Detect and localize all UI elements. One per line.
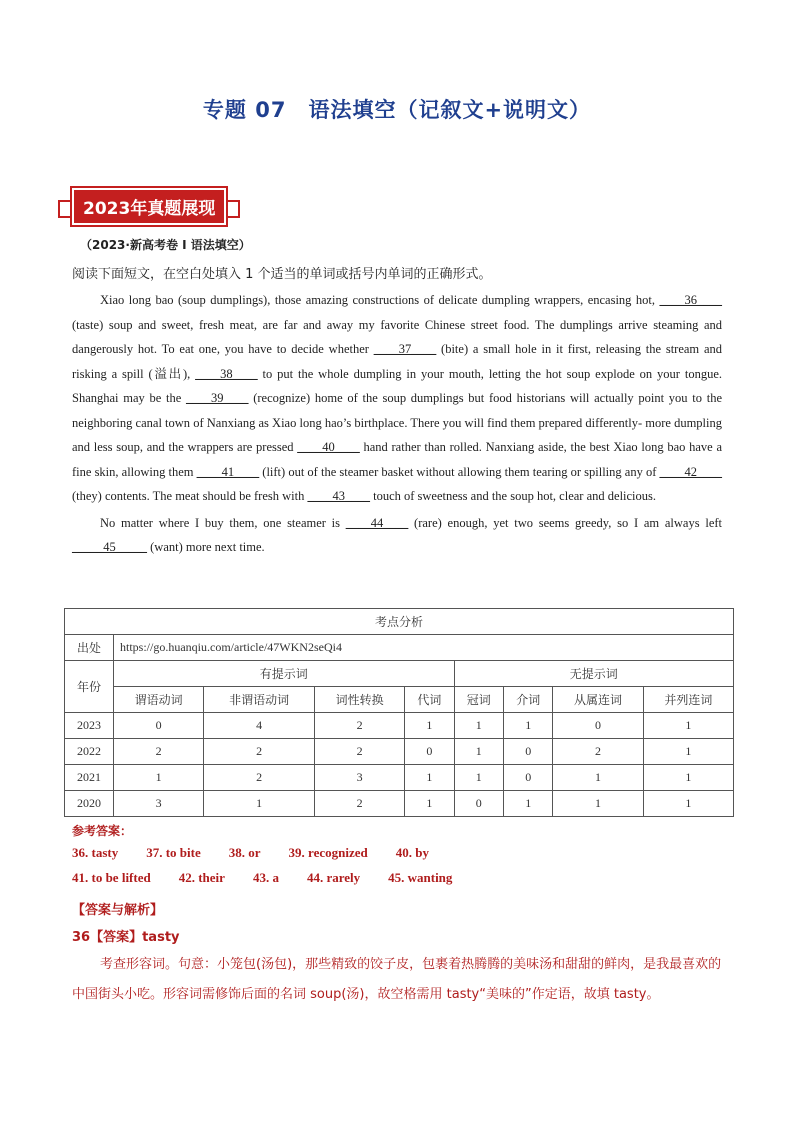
- answers-section: [72, 822, 480, 945]
- table-row: [65, 791, 734, 817]
- group-without-hints: 无提示词: [454, 661, 733, 687]
- table-cell: 2: [314, 713, 404, 739]
- source-label: 出处: [65, 635, 114, 661]
- passage-text: (rare) enough, yet two seems greedy, so I am always left: [408, 515, 722, 530]
- table-cell: 2: [314, 739, 404, 765]
- passage-text: (want) more next time.: [147, 540, 265, 554]
- passage-text: Xiao long bao (soup dumplings), those amazing constructions of delicate dumpling wrappers, encasing hot,: [100, 293, 656, 307]
- table-cell: 3: [314, 765, 404, 791]
- table-row: [65, 739, 734, 765]
- passage-text: to put the whole dumpling in your mouth, letting the hot soup explode on your tongue. Shanghai may be the: [72, 366, 722, 405]
- table-cell: 1: [643, 713, 733, 739]
- table-cell: 0: [405, 739, 454, 765]
- answer-item: 37. to bite: [146, 845, 201, 860]
- blank-39: ____39____: [186, 391, 249, 405]
- answer-item: 45. wanting: [388, 870, 453, 885]
- blank-45: _____45_____: [72, 540, 147, 554]
- blank-36: ____36____: [659, 293, 722, 307]
- table-row: [65, 765, 734, 791]
- table-cell: 1: [643, 739, 733, 765]
- passage-text: (taste) soup and sweet, fresh meat, are far and away my favorite Chinese street food. The dumplings arrive steaming and dangerously hot. To eat one, you have to decide whether: [72, 317, 722, 356]
- table-caption: 考点分析: [65, 609, 734, 635]
- group-with-hints: 有提示词: [114, 661, 455, 687]
- answer-item: 44. rarely: [306, 870, 361, 885]
- table-cell: 1: [553, 765, 643, 791]
- column-header: 冠词: [454, 687, 503, 713]
- table-cell: 1: [114, 765, 204, 791]
- answers-row-1: [72, 845, 480, 870]
- table-cell: 1: [405, 765, 454, 791]
- blank-42: ____42____: [659, 464, 722, 479]
- table-row: [65, 713, 734, 739]
- passage-text: (they) contents. The meat should be fresh with: [72, 489, 308, 503]
- badge-left-ornament: [58, 200, 72, 218]
- table-cell: 0: [504, 739, 553, 765]
- source-url[interactable]: https://go.huanqiu.com/article/47WKN2seQi4: [114, 635, 734, 661]
- passage-paragraph-2: [72, 511, 722, 560]
- instruction: 阅读下面短文，在空白处填入 1 个适当的单词或括号内单词的正确形式。: [72, 267, 492, 282]
- column-header: 词性转换: [314, 687, 404, 713]
- answer-item: 36. tasty: [72, 845, 119, 860]
- column-header: 并列连词: [643, 687, 733, 713]
- analysis-heading: 【答案与解析】: [72, 903, 164, 918]
- table-cell: 0: [114, 713, 204, 739]
- table-cell: 1: [643, 791, 733, 817]
- table-cell: 2: [204, 765, 315, 791]
- table-cell: 1: [454, 765, 503, 791]
- column-header: 代词: [405, 687, 454, 713]
- table-cell: 2: [114, 739, 204, 765]
- answer-item: 42. their: [178, 870, 225, 885]
- table-cell: 0: [553, 713, 643, 739]
- answer-item: 43. a: [252, 870, 279, 885]
- table-cell: 1: [553, 791, 643, 817]
- passage-paragraph-1: [72, 288, 722, 509]
- column-header: 从属连词: [553, 687, 643, 713]
- table-cell: 1: [204, 791, 315, 817]
- answer-item: 40. by: [395, 845, 429, 860]
- blank-37: ____37____: [373, 342, 437, 356]
- answer-item: 39. recognized: [288, 845, 368, 860]
- table-cell: 2: [204, 739, 315, 765]
- explanation-36: 考查形容词。句意：小笼包(汤包)，那些精致的饺子皮，包裹着热腾腾的美味汤和甜甜的鲜肉，是我最喜欢的中国街头小吃。形容词需修饰后面的名词 soup(汤)，故空格需用 tasty“美味的”作定语，故填 tasty。: [72, 957, 722, 1002]
- table-cell: 3: [114, 791, 204, 817]
- table-cell: 4: [204, 713, 315, 739]
- passage-text: (recognize) home of the soup dumplings but food historians will actually point you to the neighboring canal town of Nanxiang as Xiao long hao’s birthplace. There you will find them prepared differently- more dumpling and less soup, and the wrappers are pressed: [72, 391, 722, 454]
- table-cell: 0: [504, 765, 553, 791]
- answer-item: 38. or: [228, 845, 261, 860]
- blank-43: ____43____: [307, 489, 370, 503]
- table-cell: 1: [454, 739, 503, 765]
- answers-row-2: [72, 870, 480, 895]
- table-cell: 2: [314, 791, 404, 817]
- year-cell: 2020: [65, 791, 114, 817]
- answers-heading: 参考答案：: [72, 824, 133, 838]
- analysis-table: [64, 608, 734, 817]
- passage-text: (lift) out of the steamer basket without allowing them tearing or spilling any of: [259, 464, 660, 479]
- passage-text: (bite) a small hole in it first, releasing the stream and risking a spill (溢出),: [72, 342, 723, 381]
- passage: [72, 288, 722, 560]
- badge-label: 2023年真题展现: [72, 188, 226, 225]
- table-cell: 0: [454, 791, 503, 817]
- column-header: 介词: [504, 687, 553, 713]
- table-cell: 1: [504, 713, 553, 739]
- table-cell: 1: [454, 713, 503, 739]
- table-cell: 1: [504, 791, 553, 817]
- exam-source: （2023·新高考卷 I 语法填空）: [80, 238, 251, 252]
- blank-38: ____38____: [195, 366, 258, 381]
- table-cell: 1: [643, 765, 733, 791]
- table-cell: 2: [553, 739, 643, 765]
- blank-44: ____44____: [345, 515, 409, 530]
- column-header: 非谓语动词: [204, 687, 315, 713]
- table-cell: 1: [405, 791, 454, 817]
- year-cell: 2023: [65, 713, 114, 739]
- passage-text: hand rather than rolled. Nanxiang aside, the best Xiao long bao have a fine skin, allowing them: [72, 440, 722, 479]
- column-header: 谓语动词: [114, 687, 204, 713]
- table-cell: 1: [405, 713, 454, 739]
- answer-36-heading: 36【答案】tasty: [72, 930, 180, 945]
- year-cell: 2021: [65, 765, 114, 791]
- page-title: 专题 07 语法填空（记叙文+说明文）: [202, 98, 592, 122]
- badge-right-ornament: [226, 200, 240, 218]
- year-cell: 2022: [65, 739, 114, 765]
- passage-text: touch of sweetness and the soup hot, clear and delicious.: [369, 489, 657, 503]
- blank-41: ____41____: [196, 464, 260, 479]
- blank-40: ____40____: [297, 440, 360, 454]
- answer-item: 41. to be lifted: [72, 870, 151, 885]
- year-label: 年份: [65, 661, 114, 713]
- passage-text: No matter where I buy them, one steamer is: [100, 515, 346, 530]
- section-badge: [72, 188, 226, 225]
